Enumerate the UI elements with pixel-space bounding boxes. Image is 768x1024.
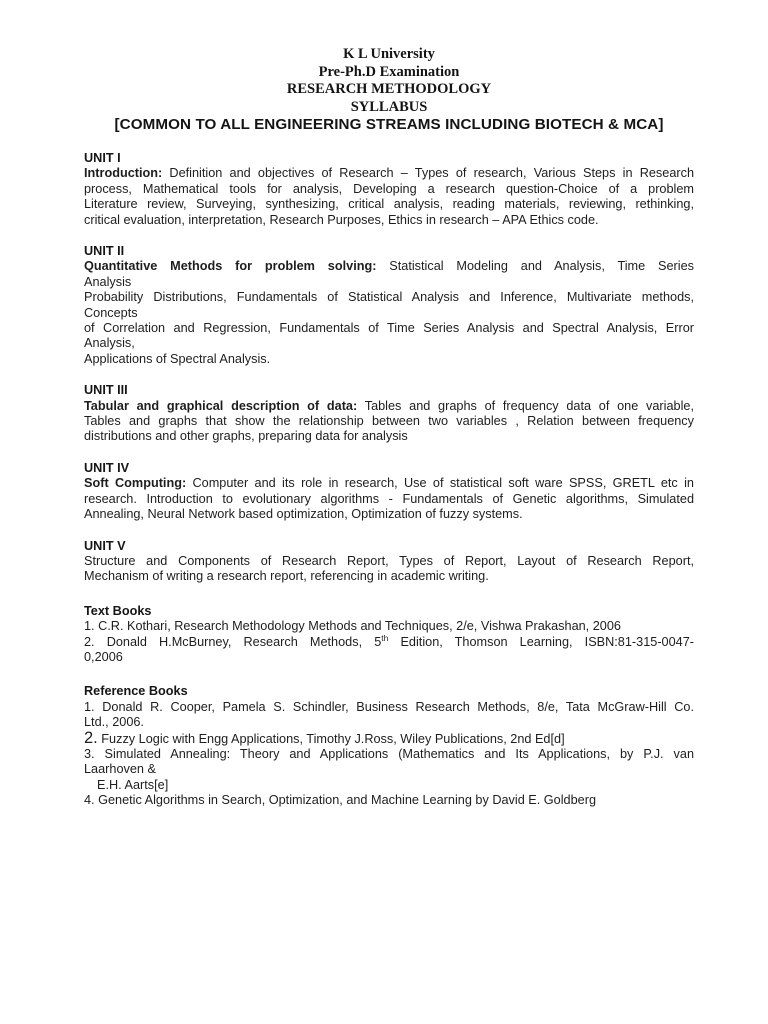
body-line: Analysis, <box>84 336 135 351</box>
reference-book-item <box>84 728 694 747</box>
ordinal-superscript: th <box>381 632 389 643</box>
text-book-item <box>84 632 694 650</box>
body-line: Annealing, Neural Network based optimization, Optimization of fuzzy systems. <box>84 507 523 522</box>
unit-4-section <box>84 461 694 523</box>
body-line: research. Introduction to evolutionary algorithms - Fundamentals of Genetic algorithms, Simulated <box>84 491 694 506</box>
body-text: Statistical Modeling and Analysis, Time Series <box>376 259 694 274</box>
unit-1-lead: Introduction: <box>84 166 163 181</box>
body-text: Definition and objectives of Research – Types of research, Various Steps in Research <box>162 166 694 181</box>
body-line: distributions and other graphs, preparing data for analysis <box>84 429 408 444</box>
body-line: Mechanism of writing a research report, referencing in academic writing. <box>84 569 489 584</box>
body-line <box>84 166 694 181</box>
body-line <box>84 399 694 414</box>
book-text: Edition, Thomson Learning, ISBN:81-315-0047- <box>388 634 694 649</box>
stream-banner: [COMMON TO ALL ENGINEERING STREAMS INCLUDING BIOTECH & MCA] <box>114 116 664 134</box>
reference-book-item-continuation: Laarhoven & <box>84 762 156 777</box>
unit-2-heading: UNIT II <box>84 244 125 258</box>
unit-3-section <box>84 383 694 445</box>
unit-2-section <box>84 244 694 367</box>
body-line: Probability Distributions, Fundamentals of Statistical Analysis and Inference, Multivariate methods, <box>84 290 694 305</box>
book-text: Fuzzy Logic with Engg Applications, Timothy J.Ross, Wiley Publications, 2nd Ed[d] <box>97 731 565 746</box>
body-text: Tables and graphs of frequency data of one variable, <box>357 398 694 413</box>
text-book-item-continuation: 0,2006 <box>84 649 123 664</box>
subject-name: RESEARCH METHODOLOGY <box>286 81 492 98</box>
body-line <box>84 259 694 274</box>
text-books-heading: Text Books <box>84 603 152 618</box>
unit-2-lead: Quantitative Methods for problem solving: <box>84 259 377 274</box>
body-line: Literature review, Surveying, synthesizing, critical analysis, reading materials, reviewing, rethinking, <box>84 197 694 212</box>
book-text: 2. Donald H.McBurney, Research Methods, 5 <box>84 634 382 649</box>
text-book-item: 1. C.R. Kothari, Research Methodology Methods and Techniques, 2/e, Vishwa Prakashan, 2006 <box>84 619 621 634</box>
reference-book-item: 4. Genetic Algorithms in Search, Optimization, and Machine Learning by David E. Goldberg <box>84 793 596 808</box>
unit-1-section <box>84 151 694 228</box>
unit-5-section <box>84 539 694 585</box>
reference-book-item-continuation: Ltd., 2006. <box>84 715 144 730</box>
unit-3-heading: UNIT III <box>84 383 128 398</box>
body-line: Applications of Spectral Analysis. <box>84 351 271 366</box>
document-header <box>84 46 694 134</box>
body-line: of Correlation and Regression, Fundamentals of Time Series Analysis and Spectral Analysis, Error <box>84 321 694 336</box>
syllabus-label: SYLLABUS <box>350 98 428 115</box>
body-line: Structure and Components of Research Report, Types of Report, Layout of Research Report, <box>84 553 694 568</box>
item-number: 2. <box>84 728 98 747</box>
body-line <box>84 476 694 491</box>
reference-books-section <box>84 684 694 808</box>
reference-books-heading: Reference Books <box>84 684 188 699</box>
reference-book-item-continuation: E.H. Aarts[e] <box>97 777 169 792</box>
body-line: Analysis <box>84 274 132 289</box>
body-line: Concepts <box>84 305 138 320</box>
body-line: Tables and graphs that show the relationship between two variables , Relation between frequency <box>84 414 694 429</box>
text-books-section <box>84 604 694 666</box>
unit-4-lead: Soft Computing: <box>84 476 187 491</box>
university-name: K L University <box>343 46 435 62</box>
unit-3-lead: Tabular and graphical description of data: <box>84 398 358 413</box>
body-line: critical evaluation, interpretation, Research Purposes, Ethics in research – APA Ethics code. <box>84 212 599 227</box>
unit-5-heading: UNIT V <box>84 538 126 553</box>
body-text: Computer and its role in research, Use of statistical soft ware SPSS, GRETL etc in <box>186 476 694 491</box>
reference-book-item: 3. Simulated Annealing: Theory and Applications (Mathematics and Its Applications, by P.J. van <box>84 746 694 761</box>
unit-4-heading: UNIT IV <box>84 460 130 475</box>
exam-name: Pre-Ph.D Examination <box>318 63 460 80</box>
reference-book-item: 1. Donald R. Cooper, Pamela S. Schindler, Business Research Methods, 8/e, Tata McGraw-Hill Co. <box>84 699 694 714</box>
unit-1-heading: UNIT I <box>84 150 121 165</box>
body-line: process, Mathematical tools for analysis, Developing a research question-Choice of a problem <box>84 181 694 196</box>
